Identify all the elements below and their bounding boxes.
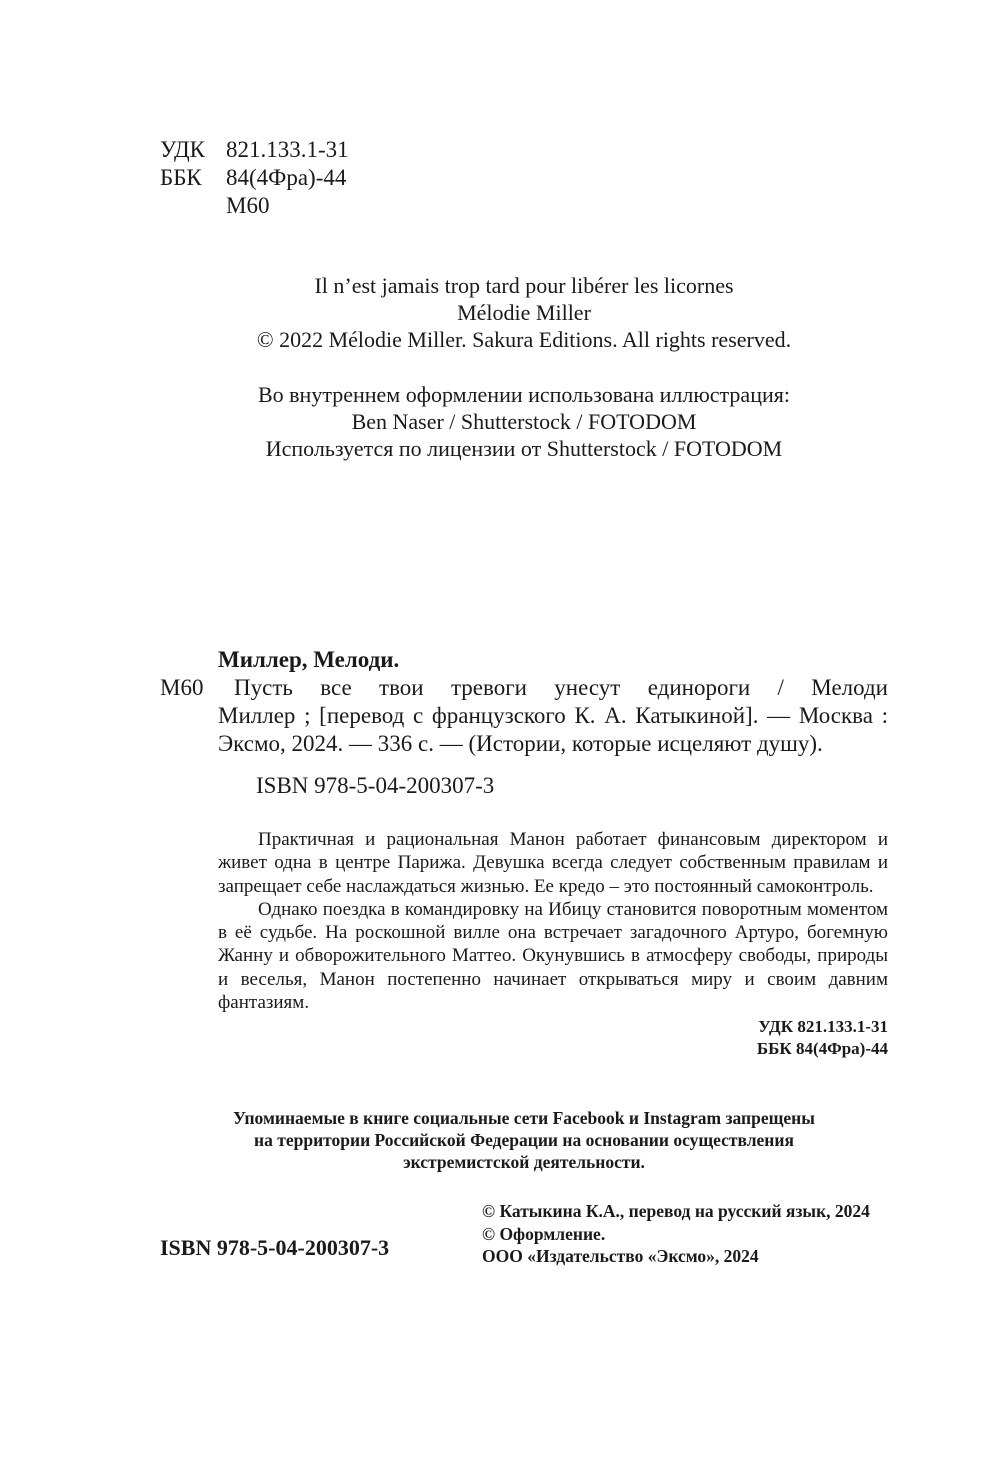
udk-row: [160, 136, 349, 164]
card-description-first-line: Пусть все твои тревоги унесут единороги / Мелоди: [234, 675, 888, 700]
bbk-value: 84(4Фра)-44: [226, 165, 347, 190]
catalog-card: [160, 646, 888, 800]
copyright-line-2: © Оформление.: [482, 1223, 606, 1244]
card-author-heading: Миллер, Мелоди.: [218, 647, 400, 672]
udk-value: 821.133.1-31: [226, 137, 349, 162]
notice-line-3: экстремистской деятельности.: [403, 1152, 645, 1172]
copyright-block: [482, 1200, 870, 1268]
annotation-codes: [218, 1016, 888, 1060]
notice-line-2: на территории Российской Федерации на основании осуществления: [254, 1130, 794, 1150]
illustration-line-3: Используется по лицензии от Shutterstock / FOTODOM: [265, 436, 783, 461]
illustration-line-1: Во внутреннем оформлении использована иллюстрация:: [258, 382, 790, 407]
bbk-row: [160, 164, 349, 192]
notice-line-1: Упоминаемые в книге социальные сети Facebook и Instagram запрещены: [233, 1108, 815, 1128]
annotation-paragraph-1: Практичная и рациональная Манон работает финансовым директором и живет одна в центре Парижа. Девушка всегда следует собственным правилам и запрещает себе наслаждаться жизнью. Ее кредо – это постоянный самоконтроль.: [218, 829, 888, 897]
copyright-line-3: ООО «Издательство «Эксмо», 2024: [482, 1246, 759, 1266]
udk-label: УДК: [160, 137, 205, 162]
original-rights: © 2022 Mélodie Miller. Sakura Editions. All rights reserved.: [256, 327, 792, 352]
illustration-line-2: Ben Naser / Shutterstock / FOTODOM: [351, 409, 697, 434]
original-title: Il n’est jamais trop tard pour libérer les licornes: [314, 273, 734, 298]
author-mark: М60: [226, 193, 270, 218]
card-description-rest: Миллер ; [перевод с французского К. А. Катыкиной]. — Москва : Эксмо, 2024. — 336 с. — (Истории, которые исцеляют душу).: [218, 703, 888, 756]
annotation-bbk-code: ББК 84(4Фра)-44: [756, 1039, 888, 1059]
classification-block: [160, 136, 349, 220]
footer-isbn: ISBN 978-5-04-200307-3: [160, 1235, 390, 1260]
card-isbn: ISBN 978-5-04-200307-3: [256, 773, 495, 798]
original-edition-block: [0, 272, 1000, 353]
social-networks-notice: [0, 1107, 1000, 1173]
card-description: [160, 674, 888, 758]
card-cipher: М60: [160, 675, 204, 700]
author-mark-row: [160, 192, 349, 220]
original-author: Mélodie Miller: [457, 300, 591, 325]
illustration-credits: [0, 381, 1000, 462]
annotation-paragraph-2: Однако поездка в командировку на Ибицу становится поворотным моментом в её судьбе. На роскошной вилле она встречает загадочного Артуро, богемную Жанну и обворожительного Маттео. Окунувшись в атмосферу свободы, природы и веселья, Манон постепенно начинает открываться миру и своим давним фантазиям.: [218, 898, 888, 1014]
copyright-line-1: © Катыкина К.А., перевод на русский язык, 2024: [482, 1201, 870, 1221]
annotation-udk-code: УДК 821.133.1-31: [758, 1017, 888, 1037]
bbk-label: ББК: [160, 165, 202, 190]
annotation-block: [218, 828, 888, 1060]
